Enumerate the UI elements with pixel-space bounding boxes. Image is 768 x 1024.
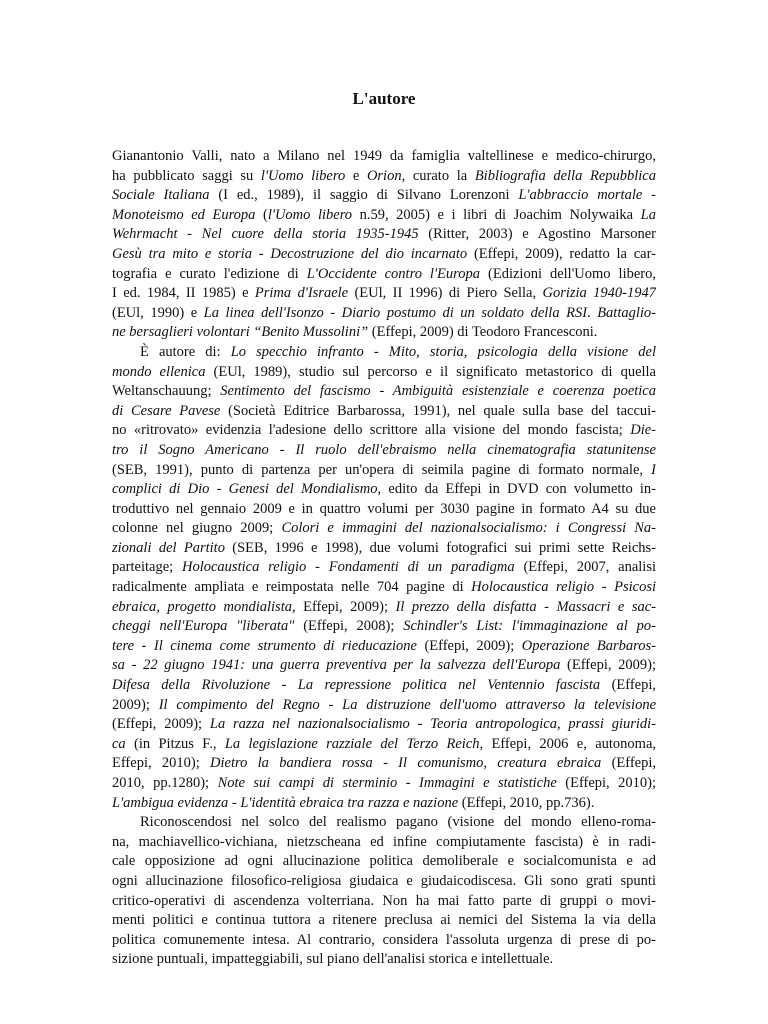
italic-title-text: Note sui campi di sterminio - Immagini e statistiche [217, 775, 557, 791]
text-line [112, 284, 656, 304]
italic-title-text: Sociale Italiana [112, 187, 210, 204]
text-line [112, 676, 656, 696]
body-text: (Effepi, [600, 677, 656, 694]
text-line [112, 323, 656, 343]
body-text: colonne nel giugno 2009; [112, 520, 282, 537]
body-text: (Effepi, 2009); [416, 637, 522, 654]
body-text: (Effepi, 2007, analisi [514, 559, 656, 576]
body-text: Effepi, 2006 e, autonoma, [483, 735, 656, 752]
body-text: (Effepi, 2009), redatto la car- [467, 245, 656, 262]
text-line [112, 852, 656, 872]
text-line [112, 147, 656, 167]
body-text: . [587, 304, 598, 321]
text-line [112, 754, 656, 774]
body-text: (EUl, 1989), studio sul percorso e il significato metastorico di quella [205, 363, 656, 380]
body-text: È autore di: [140, 343, 231, 360]
italic-title-text: Prima d'Israele [254, 285, 349, 302]
text-line [112, 794, 656, 814]
body-text: e [345, 167, 367, 184]
italic-title-text: Il compimento del Regno - La distruzione dell'uomo attraverso la televisione [158, 696, 656, 713]
italic-title-text: complici di Dio - Genesi del Mondialismo [112, 481, 378, 498]
text-line [112, 402, 656, 422]
text-line [112, 382, 656, 402]
italic-title-text: Il prezzo della disfatta - Massacri e sac- [395, 598, 656, 615]
body-text: (Effepi, [601, 755, 656, 772]
italic-title-text: Wehrmacht - Nel cuore della storia 1935-1945 [112, 226, 419, 243]
body-text: (SEB, 1996 e 1998), due volumi fotografici sui primi sette Reichs- [224, 539, 656, 556]
italic-title-text: La [640, 206, 656, 223]
italic-title-text: ebraica, progetto mondialista [112, 598, 292, 615]
body-text: parteitage; [112, 559, 182, 576]
text-line [112, 598, 656, 618]
body-text: (Edizioni dell'Uomo libero, [480, 265, 656, 282]
body-text: Effepi, 2010); [112, 755, 211, 772]
text-line [112, 578, 656, 598]
body-text: (Effepi, 2010); [556, 775, 656, 791]
body-text: tografia e curato l'edizione di [112, 265, 307, 282]
italic-title-text: L'ambigua evidenza - L'identità ebraica tra razza e nazione [112, 794, 459, 811]
body-text: (I ed., 1989), il saggio di Silvano Lorenzoni [209, 187, 519, 204]
text-line [112, 637, 656, 657]
text-line [112, 441, 656, 461]
italic-title-text: Lo specchio infranto - Mito, storia, psicologia della visione del [230, 343, 656, 360]
text-line [112, 363, 656, 383]
italic-title-text: Die- [630, 422, 656, 439]
body-text: , curato la [401, 167, 475, 184]
italic-title-text: cheggi nell'Europa "liberata" [112, 618, 295, 635]
italic-title-text: zionali del Partito [112, 539, 225, 556]
italic-title-text: tro il Sogno Americano - Il ruolo dell'ebraismo nella cinematografia statunitense [112, 441, 656, 458]
text-line [112, 167, 656, 187]
body-text: , edito da Effepi in DVD con volumetto in- [377, 481, 656, 498]
italic-title-text: Difesa della Rivoluzione - La repressione politica nel Ventennio fascista [112, 677, 601, 694]
body-text: (in Pitzus F., [125, 735, 225, 752]
italic-title-text: Battaglio- [597, 304, 656, 321]
body-text: ( [255, 206, 268, 223]
body-text: radicalmente ampliata e reimpostata nelle 704 pagine di [112, 579, 472, 596]
body-text: troduttivo nel gennaio 2009 e in quattro volumi per 3030 pagine in formato A4 su due [112, 500, 656, 517]
body-text: ogni allucinazione filosofico-religiosa giudaica e giudaicodiscesa. Gli sono grati spunti [112, 872, 656, 889]
text-line [112, 715, 656, 735]
text-line [112, 892, 656, 912]
body-text: 2010, pp.1280); [112, 775, 218, 791]
body-text: (Effepi, 2009); [112, 716, 210, 733]
body-text: (EUl, II 1996) di Piero Sella, [348, 285, 543, 302]
italic-title-text: tere - Il cinema come strumento di rieducazione [112, 637, 417, 654]
italic-title-text: Sentimento del fascismo - Ambiguità esistenziale e coerenza poetica [220, 383, 656, 400]
body-text: (Effepi, 2008); [294, 618, 404, 635]
italic-title-text: Holocaustica religio - Psicosi [471, 579, 656, 596]
body-text: politica comunemente intesa. Al contrario, considera l'assoluta urgenza di prese di po- [112, 931, 656, 948]
text-line [112, 931, 656, 951]
text-line [112, 225, 656, 245]
text-line [112, 265, 656, 285]
italic-title-text: Holocaustica religio - Fondamenti di un paradigma [182, 559, 515, 576]
italic-title-text: Orion [366, 167, 402, 184]
italic-title-text: Dietro la bandiera rossa - Il comunismo, creatura ebraica [210, 755, 602, 772]
italic-title-text: Gorizia 1940-1947 [542, 285, 656, 302]
body-text: Gianantonio Valli, nato a Milano nel 1949 da famiglia valtellinese e medico-chirurgo, [112, 148, 656, 164]
page-title: L'autore [352, 89, 416, 108]
body-text: sizione puntuali, impatteggiabili, sul piano dell'analisi storica e intellettuale. [112, 951, 554, 968]
italic-title-text: Monoteismo ed Europa [112, 206, 256, 223]
italic-title-text: La razza nel nazionalsocialismo - Teoria antropologica, prassi giuridi- [209, 716, 656, 733]
text-line [112, 833, 656, 853]
text-line [112, 696, 656, 716]
body-text: menti politici e continua tuttora a ritenere preclusa ai nemici del Sistema la via della [112, 912, 656, 929]
text-line [112, 245, 656, 265]
text-line [112, 950, 656, 970]
italic-title-text: mondo ellenica [112, 363, 206, 380]
italic-title-text: L'Occidente contro l'Europa [306, 265, 481, 282]
italic-title-text: Bibliografia della Repubblica [474, 167, 656, 184]
body-text: (Effepi, 2009); [560, 657, 656, 674]
body-text: (Effepi, 2010, pp.736). [458, 794, 595, 811]
italic-title-text: sa - 22 giugno 1941: una guerra preventiva per la salvezza dell'Europa [112, 657, 561, 674]
body-text: (EUl, 1990) e [112, 304, 204, 321]
text-line [112, 461, 656, 481]
italic-title-text: l'Uomo libero [260, 167, 346, 184]
body-text: n.59, 2005) e i libri di Joachim Nolywaika [352, 206, 641, 223]
text-line [112, 539, 656, 559]
text-line [112, 872, 656, 892]
text-line [112, 421, 656, 441]
body-text: I ed. 1984, II 1985) e [112, 285, 255, 302]
italic-title-text: La legislazione razziale del Terzo Reich, [224, 735, 484, 752]
text-line [112, 500, 656, 520]
text-line [112, 911, 656, 931]
italic-title-text: Operazione Barbaros- [521, 637, 656, 654]
body-text: , Effepi, 2009); [291, 598, 396, 615]
text-line [112, 343, 656, 363]
italic-title-text: I [651, 461, 656, 478]
italic-title-text: Colori e immagini del nazionalsocialismo: i Congressi Na- [281, 520, 656, 537]
text-line [112, 480, 656, 500]
italic-title-text: ne bersaglieri volontari “Benito Mussolini” [112, 324, 369, 341]
italic-title-text: L'abbraccio mortale - [518, 187, 656, 204]
italic-title-text: Schindler's List: l'immaginazione al po- [403, 618, 656, 635]
body-text: (Società Editrice Barbarossa, 1991), nel quale sulla base del taccui- [220, 402, 656, 419]
body-text: cale opposizione ad ogni allucinazione politica demoliberale e socialcomunista e ad [112, 853, 656, 870]
italic-title-text: Gesù tra mito e storia - Decostruzione del dio incarnato [112, 245, 468, 262]
document-body [112, 147, 656, 970]
text-line [112, 206, 656, 226]
text-line [112, 519, 656, 539]
body-text: (SEB, 1991), punto di partenza per un'opera di seimila pagine di formato normale, [112, 461, 652, 478]
italic-title-text: di Cesare Pavese [112, 402, 221, 419]
body-text: ha pubblicato saggi su [112, 167, 261, 184]
text-line [112, 304, 656, 324]
italic-title-text: l'Uomo libero [267, 206, 353, 223]
body-text: 2009); [112, 696, 159, 713]
text-line [112, 735, 656, 755]
italic-title-text: La linea dell'Isonzo - Diario postumo di un soldato della RSI [203, 304, 588, 321]
body-text: na, machiavellico-vichiana, nietzscheana ed infine compiutamente fascista) è in radi- [112, 833, 656, 850]
body-text: (Ritter, 2003) e Agostino Marsoner [418, 226, 656, 243]
text-line [112, 774, 656, 794]
body-text: Riconoscendosi nel solco del realismo pagano (visione del mondo elleno-roma- [140, 814, 656, 831]
body-text: Weltanschauung; [112, 383, 221, 400]
body-text: critico-operativi di ascendenza volterriana. Non ha mai fatto parte di gruppi o movi- [112, 892, 656, 909]
italic-title-text: ca [112, 735, 126, 752]
body-text: (Effepi, 2009) di Teodoro Francesconi. [368, 324, 598, 341]
text-line [112, 186, 656, 206]
text-line [112, 656, 656, 676]
text-line [112, 617, 656, 637]
body-text: no «ritrovato» evidenzia l'adesione dello scrittore alla visione del mondo fascista; [112, 422, 631, 439]
text-line [112, 813, 656, 833]
text-line [112, 558, 656, 578]
